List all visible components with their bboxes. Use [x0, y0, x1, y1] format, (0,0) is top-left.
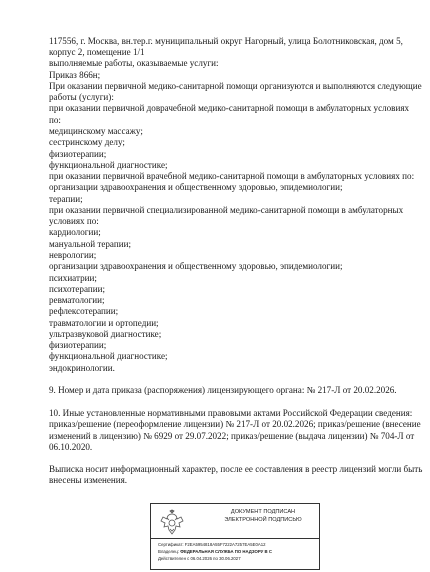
service-item: организации здравоохранения и общественному здоровью, эпидемиологии;: [49, 261, 343, 271]
address-line-1: 117556, г. Москва, вн.тер.г. муниципальный округ Нагорный, улица Болотниковская, дом 5,: [49, 36, 403, 46]
service-item: физиотерапии;: [49, 149, 107, 159]
intro-line-2: работы (услуги):: [49, 92, 114, 102]
electronic-signature-stamp: [150, 503, 320, 570]
owner-row: [158, 549, 272, 554]
service-item: сестринскому делу;: [49, 137, 125, 147]
service-item: функциональной диагностике;: [49, 160, 168, 170]
stamp-divider: [151, 538, 319, 539]
stamp-title-line: ЭЛЕКТРОННОЙ ПОДПИСЬЮ: [224, 516, 302, 523]
stamp-title-line: ДОКУМЕНТ ПОДПИСАН: [230, 509, 296, 515]
service-item: терапии;: [49, 194, 83, 204]
other-info-line-3: изменений в лицензию) № 6929 от 29.07.2022; приказ/решение (выдача лицензии) № 704-Л от: [49, 431, 415, 441]
works-heading: выполняемые работы, оказываемые услуги:: [49, 58, 219, 68]
disclaimer-line-2: внесены изменения.: [49, 475, 128, 485]
owner-value: ФЕДЕРАЛЬНАЯ СЛУЖБА ПО НАДЗОРУ В С: [180, 549, 272, 554]
order-line: Приказ 866н;: [49, 70, 101, 80]
intro-line-1: При оказании первичной медико-санитарной помощи организуются и выполняются следующие: [49, 81, 422, 91]
service-item: кардиологии;: [49, 227, 101, 237]
other-info-line-2: приказ/решение (переоформление лицензии) № 217-Л от 20.02.2026; приказ/решение (внесение: [49, 419, 421, 429]
service-item: ультразвуковой диагностике;: [49, 329, 162, 339]
prehospital-heading-2: по:: [49, 115, 61, 125]
certificate-row: [158, 542, 266, 547]
stamp-title: [213, 509, 313, 524]
physician-heading: при оказании первичной врачебной медико-санитарной помощи в амбулаторных условиях по:: [49, 171, 415, 181]
service-item: психиатрии;: [49, 273, 97, 283]
service-item: неврологии;: [49, 250, 97, 260]
service-item: травматологии и ортопедии;: [49, 318, 159, 328]
service-item: физиотерапии;: [49, 340, 107, 350]
disclaimer-line-1: Выписка носит информационный характер, после ее составления в реестр лицензий могли быть: [49, 464, 423, 474]
other-info-line-4: 06.10.2020.: [49, 442, 93, 452]
prehospital-heading-1: при оказании первичной доврачебной медико-санитарной помощи в амбулаторных условиях: [49, 103, 410, 113]
service-item: медицинскому массажу;: [49, 126, 143, 136]
order-number-line: 9. Номер и дата приказа (распоряжения) лицензирующего органа: № 217-Л от 20.02.2026.: [49, 385, 397, 395]
other-info-line-1: 10. Иные установленные нормативными правовыми актами Российской Федерации сведения:: [49, 408, 413, 418]
service-item: ревматологии;: [49, 295, 105, 305]
certificate-value: F2EA5954818A55F7222A7257EA5E0A12: [184, 542, 266, 547]
service-item: функциональной диагностике;: [49, 351, 168, 361]
address-line-2: корпус 2, помещение 1/1: [49, 47, 145, 57]
service-item: рефлексотерапии;: [49, 306, 119, 316]
coat-of-arms-icon: [159, 509, 185, 537]
service-item: мануальной терапии;: [49, 239, 131, 249]
service-item: организации здравоохранения и общественному здоровью, эпидемиологии;: [49, 182, 343, 192]
certificate-label: Сертификат:: [158, 542, 184, 547]
service-item: психотерапии;: [49, 284, 105, 294]
specialized-heading-1: при оказании первичной специализированной медико-санитарной помощи в амбулаторных: [49, 205, 404, 215]
specialized-heading-2: условиях по:: [49, 216, 99, 226]
service-item: эндокринологии.: [49, 363, 115, 373]
validity-row: Действителен с 06.04.2026 по 30.06.2027: [158, 556, 241, 561]
owner-label: Владелец:: [158, 549, 180, 554]
